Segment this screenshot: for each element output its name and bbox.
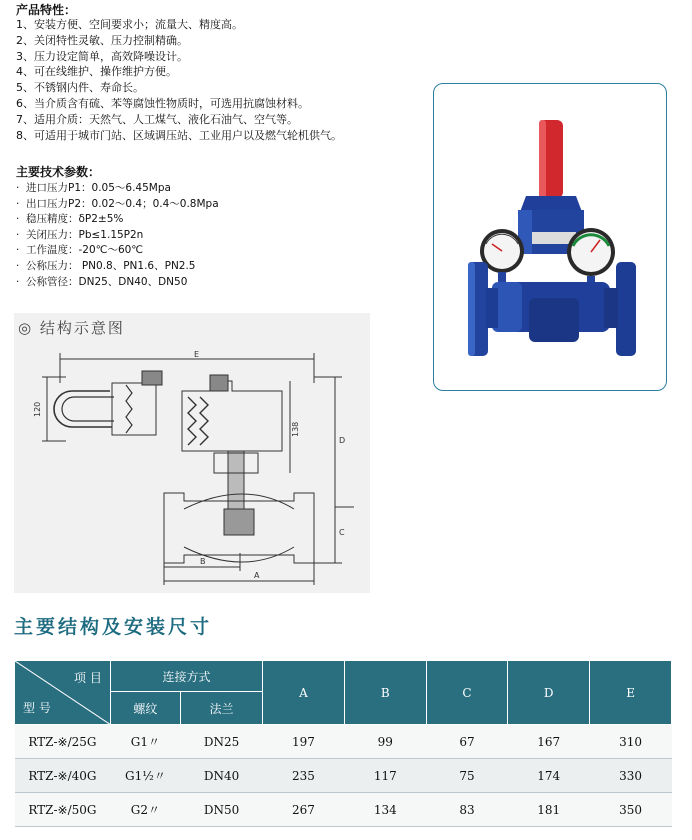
- dim-label-138: 138: [291, 421, 300, 437]
- spec-text: 公称压力： PN0.8、PN1.6、PN2.5: [26, 259, 196, 272]
- specs-list: [16, 181, 219, 290]
- cell-b: 99: [344, 725, 426, 759]
- table-row: [15, 793, 672, 827]
- cell-thread: G1〃: [110, 725, 180, 759]
- cell-b: 117: [344, 759, 426, 793]
- cell-e: 330: [590, 759, 672, 793]
- cell-c: 67: [426, 725, 508, 759]
- structure-diagram: [14, 313, 370, 593]
- diagram-title: ◎ 结构示意图: [18, 319, 125, 337]
- regulator-valve-image: [434, 84, 665, 389]
- cell-model: RTZ-※/40G: [15, 759, 111, 793]
- header-connection: 连接方式: [110, 661, 262, 692]
- header-col-d: D: [508, 661, 590, 725]
- dim-label-a: A: [254, 571, 260, 580]
- dim-label-e: E: [194, 350, 200, 359]
- spec-item: · 稳压精度：δP2±5%: [16, 213, 124, 226]
- feature-item: 2、关闭特性灵敏、压力控制精确。: [16, 33, 188, 47]
- header-model-label: 型 号: [23, 701, 51, 715]
- header-col-b: B: [344, 661, 426, 725]
- spec-item: · 工作温度：-20℃～60℃: [16, 244, 144, 257]
- header-item-model-cell: [15, 661, 111, 725]
- cell-model: RTZ-※/50G: [15, 793, 111, 827]
- structure-diagram-panel: [14, 313, 370, 593]
- dim-label-b: B: [200, 557, 206, 566]
- cell-b: 134: [344, 793, 426, 827]
- specs-title: 主要技术参数：: [16, 165, 101, 179]
- feature-item: 7、适用介质：天然气、人工煤气、液化石油气、空气等。: [16, 112, 298, 126]
- cell-a: 267: [263, 793, 345, 827]
- header-col-c: C: [426, 661, 508, 725]
- cell-e: 310: [590, 725, 672, 759]
- spec-item: · 出口压力P2：0.02～0.4；0.4～0.8Mpa: [16, 197, 219, 210]
- cell-flange: DN25: [181, 725, 263, 759]
- spec-text: 公称管径：DN25、DN40、DN50: [26, 275, 188, 288]
- feature-item: 5、不锈钢内件、寿命长。: [16, 81, 144, 95]
- cell-a: 235: [263, 759, 345, 793]
- cell-a: 197: [263, 725, 345, 759]
- features-list: [16, 17, 342, 143]
- feature-item: 1、安装方便、空间要求小；流量大、精度高。: [16, 18, 243, 31]
- cell-d: 181: [508, 793, 590, 827]
- table-row: [15, 759, 672, 793]
- header-col-a: A: [263, 661, 345, 725]
- cell-flange: DN40: [181, 759, 263, 793]
- cell-c: 75: [426, 759, 508, 793]
- feature-item: 3、压力设定简单，高效降噪设计。: [16, 49, 188, 63]
- table-row: [15, 725, 672, 759]
- spec-text: 关闭压力：Pb≤1.15P2n: [26, 228, 144, 241]
- features-title: 产品特性：: [16, 3, 77, 17]
- product-photo-frame: [433, 83, 667, 391]
- cell-thread: G2〃: [110, 793, 180, 827]
- feature-item: 4、可在线维护、操作维护方便。: [16, 65, 177, 79]
- spec-item: · 进口压力P1：0.05～6.45Mpa: [16, 182, 171, 194]
- spec-text: 稳压精度：δP2±5%: [26, 213, 124, 226]
- feature-item: 8、可适用于城市门站、区域调压站、工业用户以及燃气轮机供气。: [16, 128, 342, 142]
- spec-text: 出口压力P2：0.02～0.4；0.4～0.8Mpa: [26, 197, 219, 210]
- cell-flange: DN50: [181, 793, 263, 827]
- cell-e: 350: [590, 793, 672, 827]
- spec-text: 工作温度：-20℃～60℃: [26, 244, 144, 257]
- dimensions-table: [14, 660, 672, 827]
- cell-d: 167: [508, 725, 590, 759]
- header-item-label: 项 目: [74, 671, 102, 685]
- dim-label-d: D: [339, 436, 346, 445]
- spec-item: · 公称管径：DN25、DN40、DN50: [16, 275, 188, 288]
- header-thread: 螺纹: [110, 692, 180, 725]
- header-flange: 法兰: [181, 692, 263, 725]
- spec-text: 进口压力P1：0.05～6.45Mpa: [26, 182, 171, 194]
- cell-c: 83: [426, 793, 508, 827]
- spec-item: · 公称压力： PN0.8、PN1.6、PN2.5: [16, 259, 196, 272]
- spec-item: · 关闭压力：Pb≤1.15P2n: [16, 228, 144, 241]
- dim-label-120: 120: [33, 401, 42, 417]
- cell-model: RTZ-※/25G: [15, 725, 111, 759]
- feature-item: 6、当介质含有硫、苯等腐蚀性物质时，可选用抗腐蚀材料。: [16, 96, 309, 110]
- cell-thread: G1½〃: [110, 759, 180, 793]
- dimensions-title: 主要结构及安装尺寸: [14, 616, 213, 638]
- cell-d: 174: [508, 759, 590, 793]
- dim-label-c: C: [339, 528, 345, 537]
- header-col-e: E: [590, 661, 672, 725]
